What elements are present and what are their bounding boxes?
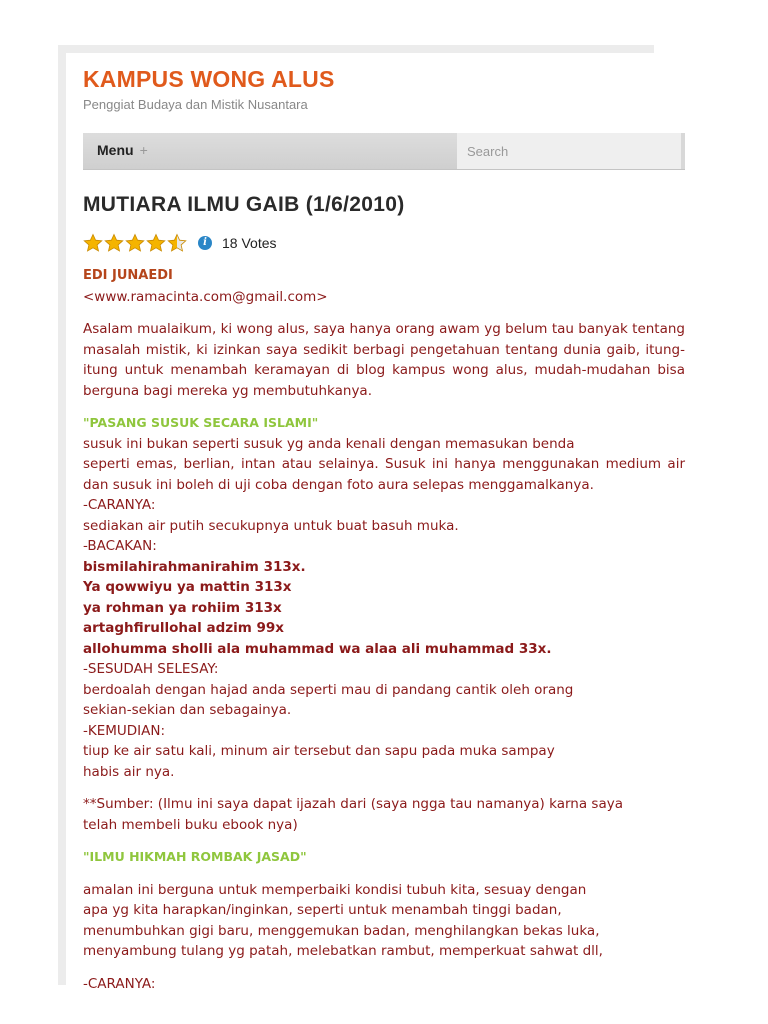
prayer-line: allohumma sholli ala muhammad wa alaa ali muhammad 33x. [83, 640, 552, 657]
site-tagline: Penggiat Budaya dan Mistik Nusantara [83, 97, 308, 112]
page-content [83, 62, 685, 994]
menu-plus-icon: + [139, 142, 148, 158]
prayer-line: ya rohman ya rohiim 313x [83, 599, 282, 616]
site-title[interactable]: KAMPUS WONG ALUS [83, 66, 335, 92]
star-rating [83, 232, 685, 254]
star-full-icon[interactable] [104, 233, 124, 253]
source-paragraph [83, 794, 685, 835]
author-email[interactable]: <www.ramacinta.com@gmail.com> [83, 288, 328, 305]
text-line: susuk ini bukan seperti susuk yg anda kenali dengan memasukan benda [83, 435, 575, 452]
prayer-line: Ya qowwiyu ya mattin 313x [83, 579, 292, 595]
text-line: telah membeli buku ebook nya) [83, 816, 298, 833]
text-line: **Sumber: (Ilmu ini saya dapat ijazah dari (saya ngga tau namanya) karna saya [83, 796, 623, 812]
author-name: EDI JUNAEDI [83, 268, 173, 283]
star-full-icon[interactable] [83, 233, 103, 253]
text-line: -KEMUDIAN: [83, 722, 166, 739]
section-body-rombak-jasad [83, 880, 685, 962]
menu-button[interactable] [97, 142, 148, 158]
text-line: menyambung tulang yg patah, melebatkan rambut, memperkuat sahwat dll, [83, 943, 603, 959]
text-line: amalan ini berguna untuk memperbaiki kondisi tubuh kita, sesuay dengan [83, 881, 587, 898]
text-line: -SESUDAH SELESAY: [83, 661, 219, 677]
search-input[interactable] [457, 133, 685, 169]
caranya-label: -CARANYA: [83, 975, 156, 992]
stars-group[interactable] [83, 233, 188, 253]
menu-label: Menu [97, 142, 134, 158]
section-body-susuk [83, 434, 685, 783]
text-line: sekian-sekian dan sebagainya. [83, 702, 292, 718]
text-line: menumbuhkan gigi baru, menggemukan badan, menghilangkan bekas luka, [83, 922, 600, 939]
prayer-line: bismilahirahmanirahim 313x. [83, 558, 306, 575]
text-line: habis air nya. [83, 763, 175, 780]
star-half-icon[interactable] [167, 233, 187, 253]
star-full-icon[interactable] [146, 233, 166, 253]
intro-paragraph: Asalam mualaikum, ki wong alus, saya hanya orang awam yg belum tau banyak tentang masalah mistik, ki izinkan saya sedikit berbagi pengetahuan tentang dunia gaib, itung-itung untuk menambah keramayan di blog kampus wong alus, mudah-mudahan bisa berguna bagi mereka yg membutuhkanya. [83, 321, 685, 399]
votes-count: 18 Votes [222, 235, 277, 251]
text-line: -BACAKAN: [83, 538, 157, 554]
section-heading-rombak-jasad: "ILMU HIKMAH ROMBAK JASAD" [83, 849, 307, 864]
text-line: berdoalah dengan hajad anda seperti mau di pandang cantik oleh orang [83, 681, 574, 698]
info-icon[interactable]: i [198, 236, 212, 250]
article-body [83, 266, 685, 994]
text-line: apa yg kita harapkan/inginkan, seperti untuk menambah tinggi badan, [83, 902, 562, 918]
text-line: sediakan air putih secukupnya untuk buat basuh muka. [83, 517, 459, 534]
star-full-icon[interactable] [125, 233, 145, 253]
prayer-line: artaghfirullohal adzim 99x [83, 620, 284, 636]
navbar [83, 133, 685, 170]
post-title: MUTIARA ILMU GAIB (1/6/2010) [83, 193, 405, 216]
text-line: seperti emas, berlian, intan atau selainya. Susuk ini hanya menggunakan medium air dan susuk ini boleh di uji coba dengan foto aura selepas menggamalkanya. [83, 456, 685, 493]
text-line: -CARANYA: [83, 497, 156, 513]
text-line: tiup ke air satu kali, minum air tersebut dan sapu pada muka sampay [83, 743, 555, 759]
section-heading-susuk: "PASANG SUSUK SECARA ISLAMI" [83, 415, 319, 430]
